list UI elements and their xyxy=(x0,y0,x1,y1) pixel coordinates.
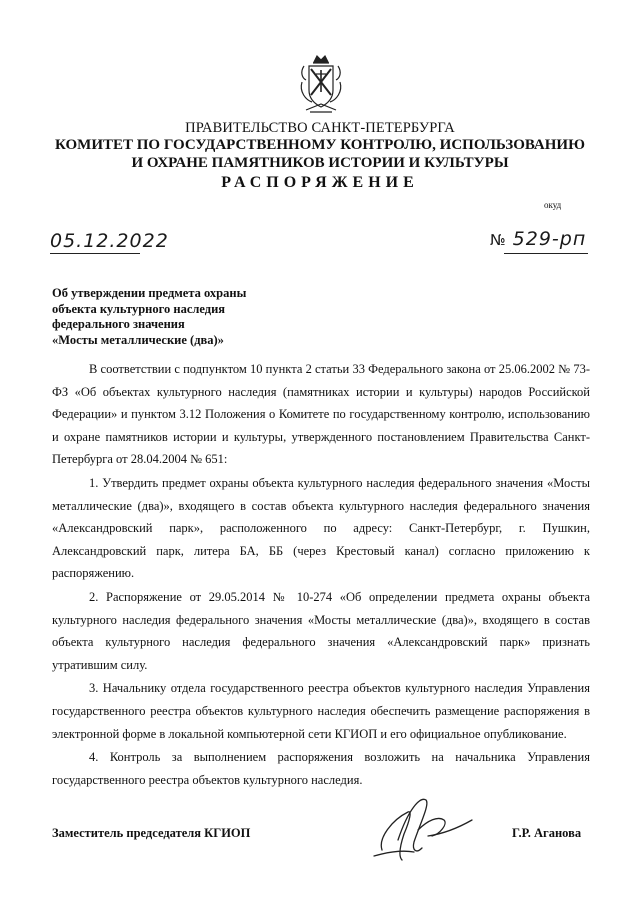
committee-title xyxy=(0,136,640,172)
document-type: РАСПОРЯЖЕНИЕ xyxy=(221,174,419,191)
document-subject xyxy=(52,286,312,348)
intro-paragraph: В соответствии с подпунктом 10 пункта 2 статьи 33 Федерального закона от 25.06.2002 № 73-ФЗ «Об объектах культурного наследия (памятниках истории и культуры) народов Российской Федерации» и пунктом 3.12 Положения о Комитете по государственному контролю, использованию и охране памятников истории и культуры, утвержденного постановлением Правительства Санкт-Петербурга от 28.04.2004 № 651: xyxy=(52,362,590,467)
committee-title-line-2: И ОХРАНЕ ПАМЯТНИКОВ ИСТОРИИ И КУЛЬТУРЫ xyxy=(131,155,509,171)
number-value: 529-рп xyxy=(512,228,587,250)
government-title: ПРАВИТЕЛЬСТВО САНКТ-ПЕТЕРБУРГА xyxy=(185,120,455,136)
signatory-name: Г.Р. Аганова xyxy=(512,826,582,840)
subject-line-1: Об утверждении предмета охраны xyxy=(52,286,247,300)
document-number xyxy=(490,228,586,250)
okud-label: окуд xyxy=(544,200,562,210)
item-2-paragraph: 2. Распоряжение от 29.05.2014 № 10-274 «Об определении предмета охраны объекта культурного наследия федерального значения «Мосты металлические (два)», входящего в состав объекта культурного наследия федерального значения «Александровский парк» признать утратившим силу. xyxy=(52,589,590,672)
number-underline xyxy=(504,253,588,254)
coat-of-arms-emblem xyxy=(296,52,346,116)
date-underline xyxy=(50,253,140,254)
item-1-paragraph: 1. Утвердить предмет охраны объекта культурного наследия федерального значения «Мосты металлические (два)», входящего в состав объекта культурного наследия федерального значения «Александровский парк», расположенного по адресу: Санкт-Петербург, г. Пушкин, Александровский парк, литера БА, ББ (через Крестовый канал) согласно приложению к распоряжению. xyxy=(52,475,590,581)
committee-title-line-1: КОМИТЕТ ПО ГОСУДАРСТВЕННОМУ КОНТРОЛЮ, ИСПОЛЬЗОВАНИЮ xyxy=(55,137,585,153)
number-prefix: № xyxy=(490,231,506,249)
document-date: 05.12.2022 xyxy=(50,230,169,252)
subject-line-2: объекта культурного наследия xyxy=(52,301,226,316)
item-3-paragraph: 3. Начальнику отдела государственного реестра объектов культурного наследия Управления государственного реестра объектов культурного наследия обеспечить размещение распоряжения в электронной форме в локальной компьютерной сети КГИОП и его официальное опубликование. xyxy=(52,681,590,741)
item-4-paragraph: 4. Контроль за выполнением распоряжения возложить на начальника Управления государственного реестра объектов культурного наследия. xyxy=(52,750,590,787)
document-body xyxy=(52,358,590,792)
signatory-role: Заместитель председателя КГИОП xyxy=(52,826,251,840)
subject-line-3: федерального значения xyxy=(52,317,185,331)
subject-line-4: «Мосты металлические (два)» xyxy=(52,332,224,347)
handwritten-signature xyxy=(368,790,478,870)
